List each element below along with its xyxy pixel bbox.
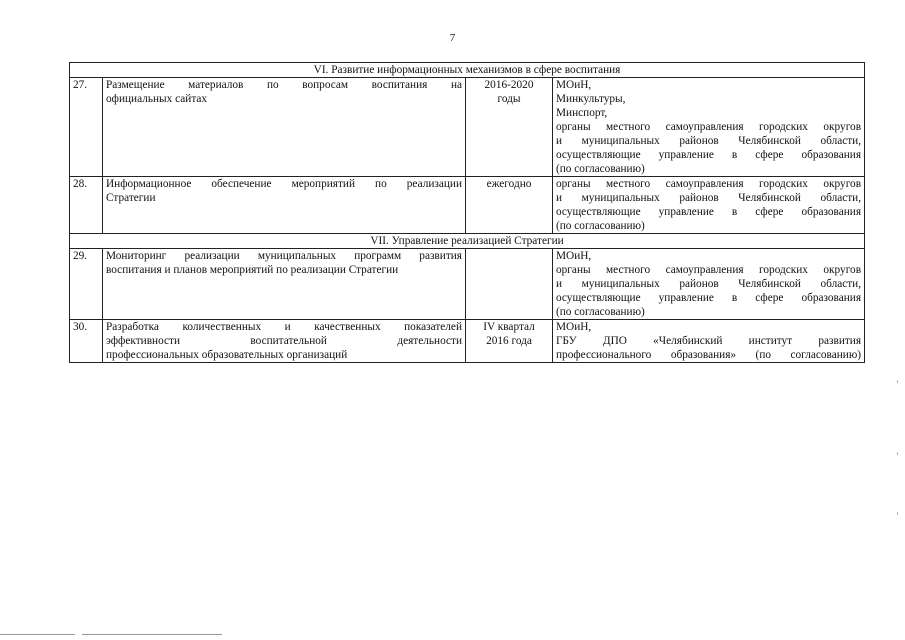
responsible-line: осуществляющие управление в сфере образования [556, 206, 862, 218]
responsible-line: (по согласованию) [556, 306, 645, 318]
responsible-cell [553, 78, 865, 177]
responsible-line: Минкультуры, [556, 93, 626, 105]
responsible-cell [553, 249, 865, 320]
scan-artifact [897, 512, 898, 515]
responsible-line: Минспорт, [556, 107, 608, 119]
responsible-cell [553, 320, 865, 363]
responsible-line: (по согласованию) [556, 163, 645, 175]
term-cell [466, 320, 553, 363]
table-row [70, 78, 865, 177]
table-row [70, 249, 865, 320]
scan-artifact [897, 452, 898, 455]
responsible-line: органы местного самоуправления городских округов [556, 264, 862, 276]
term-cell-line [469, 249, 549, 263]
row-number: 30. [70, 320, 103, 363]
event-cell [103, 320, 466, 363]
table-row [70, 177, 865, 234]
term-cell-line: 2016-2020 [484, 79, 534, 91]
term-cell [466, 177, 553, 234]
event-cell-line: профессиональных образовательных организаций [106, 349, 348, 361]
section-title: VI. Развитие информационных механизмов в сфере воспитания [70, 63, 865, 78]
responsible-line: осуществляющие управление в сфере образования [556, 292, 862, 304]
section-title: VII. Управление реализацией Стратегии [70, 234, 865, 249]
responsible-line: МОиН, [556, 250, 592, 262]
event-cell-line: официальных сайтах [106, 93, 208, 105]
responsible-line: МОиН, [556, 321, 592, 333]
responsible-line: и муниципальных районов Челябинской области, [556, 278, 862, 290]
event-cell-line: эффективности воспитательной деятельности [106, 335, 462, 347]
event-cell [103, 78, 466, 177]
scan-artifact [0, 634, 75, 635]
responsible-line: органы местного самоуправления городских округов [556, 178, 862, 190]
row-number: 29. [70, 249, 103, 320]
table-row [70, 320, 865, 363]
row-number: 27. [70, 78, 103, 177]
row-number: 28. [70, 177, 103, 234]
responsible-cell [553, 177, 865, 234]
event-cell-line: Разработка количественных и качественных показателей [106, 321, 462, 333]
page-number: 7 [449, 32, 456, 44]
scan-artifact [82, 634, 222, 635]
section-header-row [70, 63, 865, 78]
responsible-line: МОиН, [556, 79, 592, 91]
responsible-line: (по согласованию) [556, 220, 645, 232]
event-cell-line: воспитания и планов мероприятий по реализации Стратегии [106, 264, 399, 276]
event-cell-line: Мониторинг реализации муниципальных программ развития [106, 250, 462, 262]
event-cell [103, 177, 466, 234]
term-cell-line: 2016 года [486, 335, 532, 347]
responsible-line: профессионального образования» (по согласованию) [556, 349, 862, 361]
section-header-row [70, 234, 865, 249]
responsible-line: органы местного самоуправления городских округов [556, 121, 862, 133]
responsible-line: ГБУ ДПО «Челябинский институт развития [556, 335, 862, 347]
term-cell [466, 249, 553, 320]
event-cell [103, 249, 466, 320]
scan-artifact [897, 380, 898, 383]
responsible-line: и муниципальных районов Челябинской области, [556, 135, 862, 147]
term-cell-line: ежегодно [486, 178, 532, 190]
event-cell-line: Стратегии [106, 192, 156, 204]
strategy-plan-table [69, 62, 865, 363]
event-cell-line: Размещение материалов по вопросам воспитания на [106, 79, 462, 91]
event-cell-line: Информационное обеспечение мероприятий по реализации [106, 178, 462, 190]
term-cell-line: IV квартал [483, 321, 535, 333]
term-cell [466, 78, 553, 177]
term-cell-line: годы [497, 93, 521, 105]
responsible-line: и муниципальных районов Челябинской области, [556, 192, 862, 204]
responsible-line: осуществляющие управление в сфере образования [556, 149, 862, 161]
